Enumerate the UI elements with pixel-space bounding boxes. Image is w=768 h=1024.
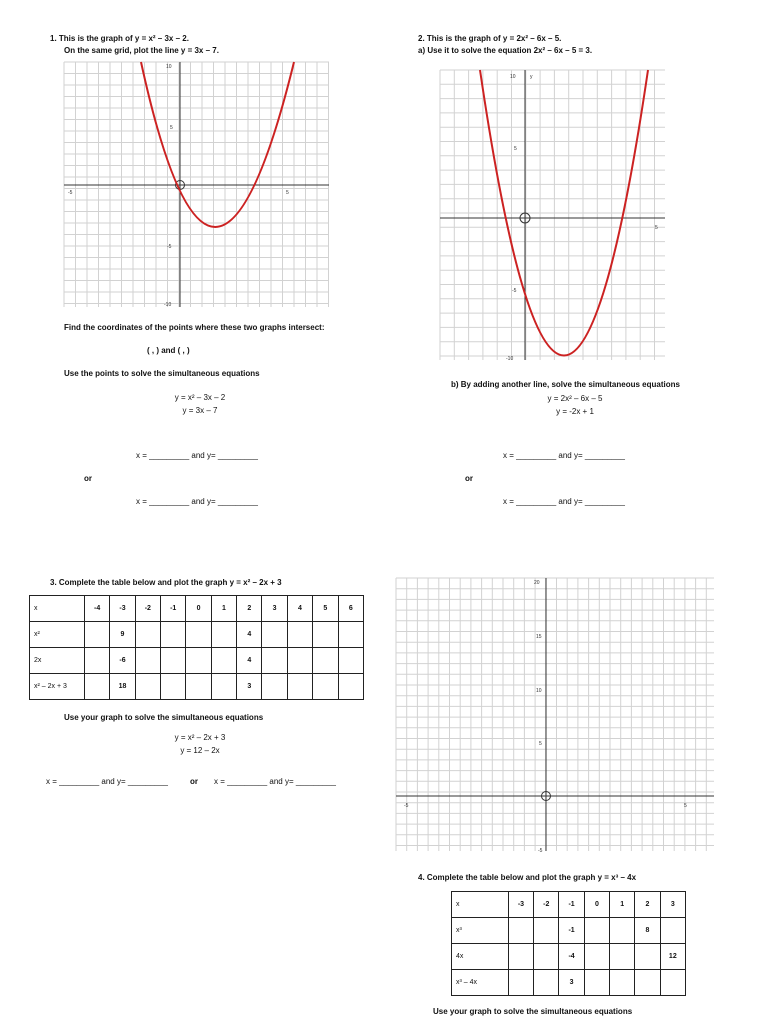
table-cell[interactable] [635, 944, 660, 970]
q1-or: or [84, 474, 92, 483]
table-row [30, 674, 364, 700]
table-cell: -3 [110, 596, 135, 622]
table-cell[interactable] [660, 918, 685, 944]
table-cell[interactable]: 8 [635, 918, 660, 944]
table-cell[interactable] [534, 944, 559, 970]
table-cell: 2 [635, 892, 660, 918]
row-label: 4x [452, 944, 509, 970]
table-cell: -2 [135, 596, 160, 622]
q3-tick-y5: 5 [539, 741, 542, 747]
table-cell[interactable] [610, 918, 635, 944]
table-cell[interactable] [161, 674, 186, 700]
table-cell[interactable] [534, 970, 559, 996]
table-cell[interactable] [262, 622, 287, 648]
table-cell[interactable] [262, 648, 287, 674]
row-label: x³ [452, 918, 509, 944]
table-cell[interactable]: 3 [559, 970, 584, 996]
table-cell[interactable]: -1 [559, 918, 584, 944]
table-cell[interactable] [84, 648, 109, 674]
table-cell: -4 [84, 596, 109, 622]
table-cell[interactable] [338, 622, 363, 648]
table-cell: -3 [508, 892, 533, 918]
q3-title: 3. Complete the table below and plot the graph y = x² – 2x + 3 [50, 578, 282, 587]
table-cell[interactable] [584, 970, 609, 996]
table-cell[interactable] [186, 648, 211, 674]
q3-or: or [190, 777, 198, 786]
q3-table [29, 595, 364, 700]
table-cell: 0 [584, 892, 609, 918]
table-cell: -1 [559, 892, 584, 918]
q4-table [451, 891, 686, 996]
table-cell[interactable] [584, 944, 609, 970]
table-cell[interactable] [508, 970, 533, 996]
table-cell: 1 [211, 596, 236, 622]
q3-tick-y10: 10 [536, 688, 542, 694]
q1-eq2: y = 3x – 7 [182, 406, 218, 415]
q1-use: Use the points to solve the simultaneous equations [64, 369, 260, 378]
table-cell[interactable] [186, 622, 211, 648]
table-cell[interactable] [161, 622, 186, 648]
q2-answer-2: x = _________ and y= _________ [503, 497, 625, 506]
table-cell[interactable] [135, 648, 160, 674]
table-cell[interactable] [635, 970, 660, 996]
q3-eq2: y = 12 – 2x [180, 746, 220, 755]
table-cell[interactable] [508, 918, 533, 944]
q1-coords: ( , ) and ( , ) [147, 346, 190, 355]
table-cell[interactable]: 12 [660, 944, 685, 970]
table-cell[interactable] [313, 674, 338, 700]
q3-tick-x-5: -5 [404, 803, 409, 809]
table-cell[interactable]: -6 [110, 648, 135, 674]
table-cell: 1 [610, 892, 635, 918]
q2-part-a: a) Use it to solve the equation 2x² – 6x – 5 = 3. [418, 46, 593, 55]
table-cell[interactable] [287, 648, 312, 674]
q3-answer-2: x = _________ and y= _________ [214, 777, 336, 786]
table-cell: 2 [237, 596, 262, 622]
table-cell: x [30, 596, 85, 622]
q1-tick-y-5: -5 [167, 244, 172, 250]
q2-answer-1: x = _________ and y= _________ [503, 451, 625, 460]
q2-graph [440, 70, 670, 362]
q1-tick-x5: 5 [286, 190, 289, 196]
table-cell[interactable] [135, 674, 160, 700]
table-cell[interactable] [313, 622, 338, 648]
q2-tick-x5: 5 [655, 225, 658, 231]
table-cell: -1 [161, 596, 186, 622]
table-cell[interactable] [262, 674, 287, 700]
q3-answer-1: x = _________ and y= _________ [46, 777, 168, 786]
table-cell[interactable]: 4 [237, 622, 262, 648]
table-cell[interactable] [508, 944, 533, 970]
table-cell[interactable] [135, 622, 160, 648]
table-cell: 3 [262, 596, 287, 622]
table-row [452, 944, 686, 970]
q1-tick-x-5: -5 [68, 190, 73, 196]
q3-graph [396, 578, 716, 853]
table-cell[interactable] [287, 674, 312, 700]
q2-eq2: y = -2x + 1 [556, 407, 594, 416]
row-label: x² [30, 622, 85, 648]
table-cell[interactable] [84, 622, 109, 648]
row-label: 2x [30, 648, 85, 674]
table-row [30, 648, 364, 674]
q4-title: 4. Complete the table below and plot the graph y = x³ – 4x [418, 873, 637, 882]
q1-answer-2: x = _________ and y= _________ [136, 497, 258, 506]
q2-y-label: y [530, 74, 533, 80]
table-header-row [452, 892, 686, 918]
q2-line1: 2. This is the graph of y = 2x² – 6x – 5. [418, 34, 562, 43]
q2-tick-y10: 10 [510, 74, 516, 80]
q2-tick-y-5: -5 [512, 288, 517, 294]
q1-find: Find the coordinates of the points where these two graphs intersect: [64, 323, 325, 332]
q2-or: or [465, 474, 473, 483]
table-cell[interactable] [211, 622, 236, 648]
table-cell[interactable] [287, 622, 312, 648]
table-cell: 0 [186, 596, 211, 622]
table-cell[interactable] [211, 674, 236, 700]
table-cell[interactable] [84, 674, 109, 700]
q1-line2: On the same grid, plot the line y = 3x – 7. [64, 46, 219, 55]
row-label: x² – 2x + 3 [30, 674, 85, 700]
table-cell[interactable]: 3 [237, 674, 262, 700]
table-cell: x [452, 892, 509, 918]
q3-tick-y20: 20 [534, 580, 540, 586]
table-cell[interactable] [211, 648, 236, 674]
q4-use: Use your graph to solve the simultaneous equations [433, 1007, 633, 1016]
table-row [452, 970, 686, 996]
q1-tick-y10: 10 [166, 64, 172, 70]
q3-tick-y15: 15 [536, 634, 542, 640]
q1-tick-y-10: -10 [164, 302, 172, 308]
q3-tick-y-5: -5 [538, 848, 543, 854]
q3-use: Use your graph to solve the simultaneous equations [64, 713, 264, 722]
row-label: x³ – 4x [452, 970, 509, 996]
table-cell[interactable] [610, 970, 635, 996]
table-cell[interactable] [534, 918, 559, 944]
q3-eq1: y = x² – 2x + 3 [174, 733, 226, 742]
table-cell: 5 [313, 596, 338, 622]
table-cell[interactable] [161, 648, 186, 674]
table-cell: 6 [338, 596, 363, 622]
q1-tick-y5: 5 [170, 125, 173, 131]
table-cell[interactable] [186, 674, 211, 700]
table-cell[interactable]: 4 [237, 648, 262, 674]
table-cell[interactable] [660, 970, 685, 996]
table-cell[interactable] [338, 674, 363, 700]
table-cell[interactable] [338, 648, 363, 674]
table-cell[interactable] [584, 918, 609, 944]
q1-graph [64, 62, 334, 312]
q2-tick-y5: 5 [514, 146, 517, 152]
table-cell: -2 [534, 892, 559, 918]
q1-answer-1: x = _________ and y= _________ [136, 451, 258, 460]
table-cell[interactable] [313, 648, 338, 674]
table-cell[interactable] [610, 944, 635, 970]
table-cell: 4 [287, 596, 312, 622]
q1-line1: 1. This is the graph of y = x² – 3x – 2. [50, 34, 189, 43]
q1-eq1: y = x² – 3x – 2 [174, 393, 226, 402]
table-header-row [30, 596, 364, 622]
q2-tick-y-10: -10 [506, 356, 514, 362]
table-cell[interactable]: 9 [110, 622, 135, 648]
table-cell[interactable]: 18 [110, 674, 135, 700]
q2-eq1: y = 2x² – 6x – 5 [547, 394, 603, 403]
table-row [452, 918, 686, 944]
table-cell: 3 [660, 892, 685, 918]
q3-tick-x5: 5 [684, 803, 687, 809]
table-cell[interactable]: -4 [559, 944, 584, 970]
table-row [30, 622, 364, 648]
q2-part-b: b) By adding another line, solve the simultaneous equations [451, 380, 680, 389]
